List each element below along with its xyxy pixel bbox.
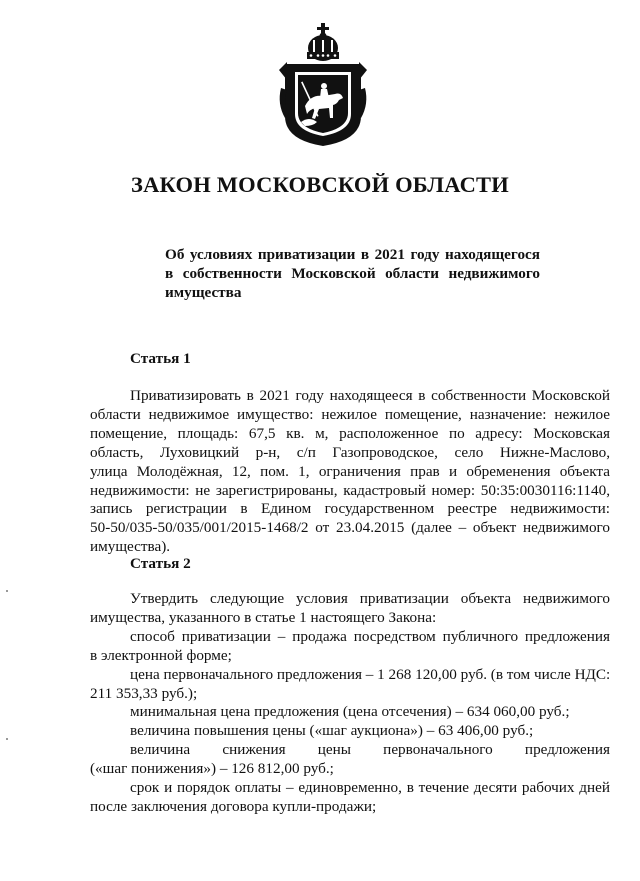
article-1-line: имущества). [90,538,171,556]
coat-of-arms-emblem [277,18,369,150]
article-1-line: области недвижимое имущество: нежилое помещение, назначение: нежилое [90,405,610,423]
article-2-line: 211 353,33 руб.); [90,684,198,702]
article-2-line: после заключения договора купли-продажи; [90,797,377,815]
article-1-line: помещение, площадь: 67,5 кв. м, расположенное по адресу: Московская [90,424,610,442]
subject-line: в собственности Московской области недвижимого [165,265,540,282]
law-title: ЗАКОН МОСКОВСКОЙ ОБЛАСТИ [131,172,509,197]
article-2-line: в электронной форме; [90,646,232,664]
article-2-line: срок и порядок оплаты – единовременно, в течение десяти рабочих дней [130,779,610,797]
article-2-line: величина повышения цены («шаг аукциона») – 63 406,00 руб.; [130,722,534,740]
article-2-text [90,590,610,817]
article-2-line: имущества, указанного в статье 1 настоящего Закона: [90,608,437,626]
article-2-line: минимальная цена предложения (цена отсечения) – 634 060,00 руб.; [130,703,570,721]
scan-dot [6,738,8,740]
article-2-line: («шаг понижения») – 126 812,00 руб.; [90,760,334,778]
article-1-line: 50-50/035-50/035/001/2015-1468/2 от 23.04.2015 (далее – объект недвижимого [90,519,610,537]
scan-dot [6,590,8,592]
article-2-heading: Статья 2 [130,555,191,572]
law-subject [165,245,540,302]
article-2-line: величина снижения цены первоначального предложения [130,741,610,759]
article-1-line: улица Молодёжная, 12, пом. 1, ограничения прав и обременения объекта [90,462,610,480]
article-1-line: область, Луховицкий р-н, с/п Газопроводское, село Нижне-Маслово, [90,443,610,461]
subject-line: Об условиях приватизации в 2021 году находящегося [165,246,540,263]
article-2-line: Утвердить следующие условия приватизации объекта недвижимого [130,590,610,607]
article-1-line: Приватизировать в 2021 году находящееся в собственности Московской [130,387,610,404]
subject-line: имущества [165,284,242,301]
article-1-heading: Статья 1 [130,350,191,367]
article-1-text [90,387,610,557]
article-2-line: способ приватизации – продажа посредством публичного предложения [130,627,610,645]
article-1-line: запись регистрации в Едином государственном реестре недвижимости: [90,500,610,518]
article-2-line: цена первоначального предложения – 1 268 120,00 руб. (в том числе НДС: [130,665,611,683]
article-1-line: недвижимости: не зарегистрированы, кадастровый номер: 50:35:0030116:1140, [90,481,610,499]
